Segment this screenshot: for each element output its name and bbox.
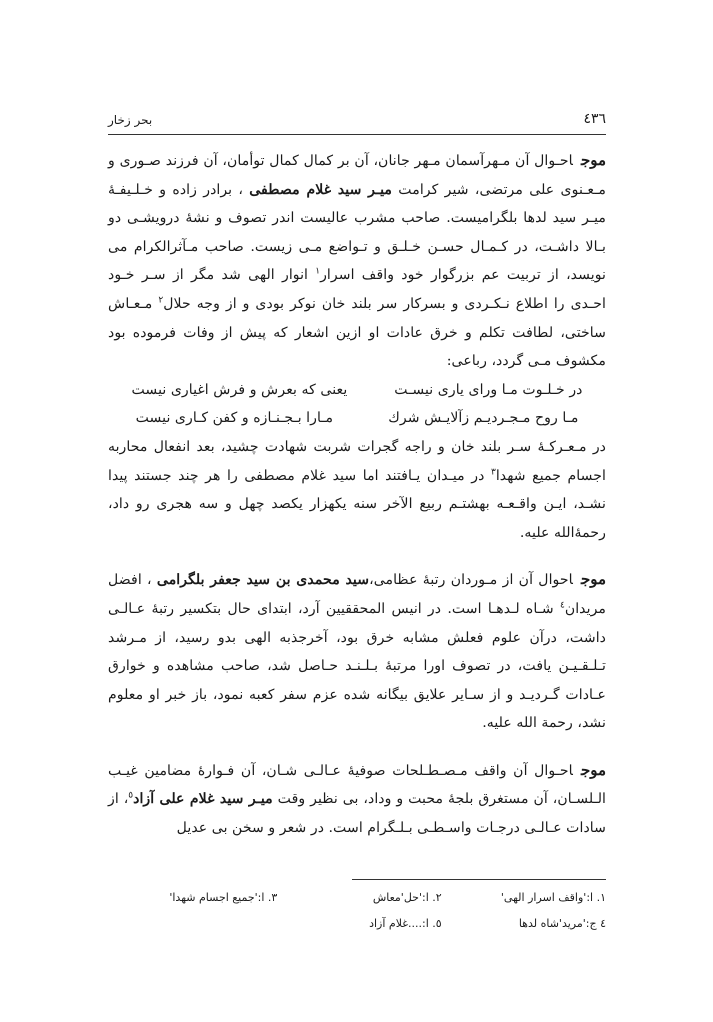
footnote-rule bbox=[352, 879, 606, 880]
person-name: میـر سید غلام علی آزاد bbox=[133, 791, 273, 808]
footnote-marker: ٢ bbox=[158, 295, 164, 306]
entry-text: در مـعـرکـۀ سـر بلند خان و راجه گجرات شربت شهادت چشید، بعد انفعال محاربه اجسام جمیع شهدا bbox=[108, 438, 606, 484]
entry-text: انوار الهی شد مگر از سـر خـود احـدی را اطلاع نـکـردی و بسرکار سر بلند خان نوکر بودی و از وجه حلال bbox=[108, 267, 606, 312]
footnote-marker: ١ bbox=[315, 266, 321, 277]
hemistich: مـا روح مـجـردیـم زآلایـش شرك bbox=[388, 410, 579, 427]
running-title: بحر زخار bbox=[108, 113, 153, 127]
footnote-marker: ٥ bbox=[128, 790, 134, 801]
footnote: ٤ ج:'مرید'شاه لدها bbox=[518, 916, 606, 930]
entry-paragraph bbox=[108, 565, 606, 738]
page-header bbox=[108, 111, 606, 133]
entry-text: در میـدان یـافتند اما سید غلام مصطفی را هر چند جستند پیدا نشـد، ایـن واقـعـه بهشتـم ربیع الآخر سنه یکهزار یکصد چهل و سه هجری رو داد، رحمۀالله علیه. bbox=[108, 467, 606, 541]
hemistich: در خـلـوت مـا ورای یاری نیسـت bbox=[394, 381, 583, 398]
entry-paragraph bbox=[108, 433, 606, 547]
entry-text: ، از سادات عـالـی درجـات واسـطـی بـلـگرام است. در شعر و سخن بی عدیل bbox=[108, 791, 606, 837]
main-text bbox=[108, 146, 606, 861]
entry-text: احـوال آن مـهرآسمان مـهر جانان، آن بر کمال کمال توأمان، آن فرزند صـوری و مـعـنوی علی مرتضی، شیر کرامت bbox=[108, 153, 606, 198]
entry-text: احـوال آن واقف مـصـطـلحات صوفیۀ عـالـی شـان، آن فـوارۀ مضامین غیـب الـلسـان، آن مستغرق بلجۀ محبت و وداد، بی نظیر وقت bbox=[108, 762, 606, 808]
entry-paragraph bbox=[108, 756, 606, 843]
entry-text: شـاه لـدهـا است. در انیس المحققیین آرد، ابتدای حال بتکسیر رتبۀ عـالـی داشت، درآن علوم فعلش مشابه خرق بود، آخرجذبه الهی بدو رسید، از مـرشد تـلـقـیـن یافت، در تصوف اورا مرتبۀ بـلـنـد حـاصل شد، صاحب مشاهده و خوارق عـادات گـردیـد و از سـایر علایق بیگانه شده عزم سفر کعبه نمود، باز خبر او معلوم نشد، رحمة الله علیه. bbox=[108, 600, 606, 732]
entry-paragraph bbox=[108, 146, 606, 376]
hemistich: مـارا بـجـنـازه و کفن کـاری نیست bbox=[135, 410, 334, 427]
footnote: ٥. ا:....غلام آزاد bbox=[369, 916, 442, 930]
footnote: ٣. ا:'جمیع اجسام شهدا' bbox=[169, 890, 278, 904]
entry-text: ، افضل مریدان bbox=[108, 572, 606, 617]
footnote-marker: ٤ bbox=[559, 600, 565, 611]
hemistich: یعنی که بعرش و فرش اغیاری نیست bbox=[131, 381, 348, 398]
rubai-verse bbox=[108, 376, 606, 433]
page-number: ٤٣٦ bbox=[583, 111, 606, 127]
entry-text: مـعـاش ساختی، لطافت تکلم و خرق عادات او ازین اشعار که پیش از وفات فرموده بود مکشوف مـی گردد، رباعی: bbox=[108, 295, 606, 370]
verse-line bbox=[108, 376, 606, 405]
person-name: میـر سید غلام مصطفی bbox=[249, 181, 393, 198]
footnote-marker: ٣ bbox=[490, 466, 496, 477]
footnote: ١. ا:'واقف اسرار الهی' bbox=[500, 890, 606, 904]
footnotes bbox=[108, 884, 606, 936]
entry-text: ، برادر زاده و خـلـیفـۀ میـر سید لدها بلگرامیست. صاحب مشرب عالیست اندر تصوف و نشۀ درویشـی دو بـالا داشـت، در کـمـال حسـن خـلـق و تـواضع مـی زیست. صاحب مـآثرالکرام می نویسد، از تربیت عم بزرگوار خود واقف اسرار bbox=[108, 181, 607, 284]
footnote-row bbox=[108, 884, 606, 910]
entry-keyword: موج bbox=[580, 570, 607, 589]
header-rule bbox=[108, 134, 606, 135]
entry-keyword: موج bbox=[580, 760, 606, 779]
person-name: سید محمدی بن سید جعفر بلگرامی bbox=[156, 572, 370, 589]
footnote: ٢. ا:'حل'معاش bbox=[372, 890, 442, 904]
entry-text: احوال آن از مـوردان رتبۀ عظامی، bbox=[369, 572, 573, 589]
entry-keyword: موج bbox=[580, 151, 606, 169]
verse-line bbox=[108, 404, 606, 433]
footnote-row bbox=[108, 910, 606, 936]
